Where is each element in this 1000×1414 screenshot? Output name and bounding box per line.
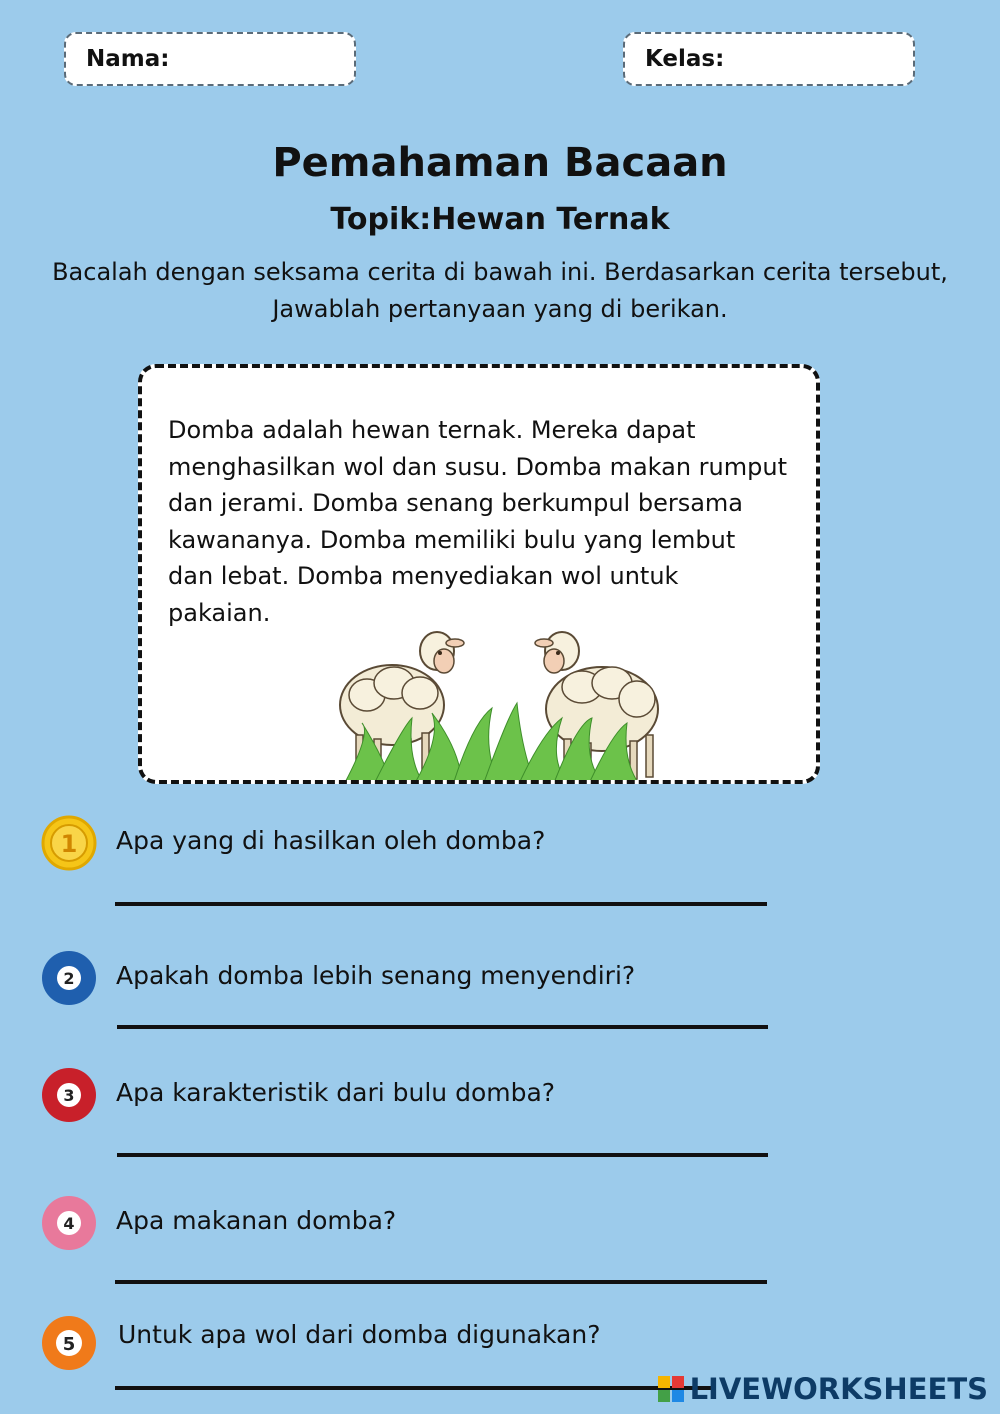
question-3-text: Apa karakteristik dari bulu domba? [116,1078,556,1107]
answer-line-3[interactable] [117,1153,768,1157]
name-label: Nama: [86,46,170,72]
topic-subtitle: Topik:Hewan Ternak [330,202,670,237]
liveworksheets-logo [658,1372,988,1406]
answer-line-1[interactable] [115,902,767,906]
answer-line-4[interactable] [115,1280,767,1284]
story-box [138,364,820,784]
question-4-text: Apa makanan domba? [116,1206,397,1235]
svg-text:5: 5 [62,1334,76,1355]
number-1-badge-icon [40,814,98,872]
question-1-text: Apa yang di hasilkan oleh domba? [116,826,546,855]
liveworksheets-mark-icon [658,1376,684,1402]
class-field[interactable] [623,32,915,86]
svg-text:1: 1 [60,830,78,858]
svg-text:3: 3 [63,1086,75,1105]
svg-text:2: 2 [63,969,75,988]
page-title: Pemahaman Bacaan [272,140,728,186]
question-1 [40,814,780,884]
story-text: Domba adalah hewan ternak. Mereka dapat menghasilkan wol dan susu. Domba makan rumput dan jerami. Domba senang berkumpul bersama kawananya. Domba memiliki bulu yang lembut dan lebat. Domba menyediakan wol untuk pakaian. [168,416,787,627]
svg-text:4: 4 [63,1214,75,1233]
liveworksheets-text: LIVEWORKSHEETS [689,1372,988,1406]
class-label: Kelas: [645,46,725,72]
question-2 [40,949,780,1019]
question-3 [40,1066,780,1136]
number-2-badge-icon [40,949,98,1007]
question-2-text: Apakah domba lebih senang menyendiri? [116,961,636,990]
two-sheep-grazing-icon [332,623,682,784]
number-3-badge-icon [40,1066,98,1124]
question-5-text: Untuk apa wol dari domba digunakan? [118,1320,601,1349]
instructions-text: Bacalah dengan seksama cerita di bawah ini. Berdasarkan cerita tersebut, Jawablah pertanyaan yang di berikan. [52,258,948,323]
name-field[interactable] [64,32,356,86]
number-5-badge-icon [40,1314,98,1372]
answer-line-2[interactable] [117,1025,768,1029]
question-4 [40,1194,780,1264]
number-4-badge-icon [40,1194,98,1252]
answer-line-5[interactable] [115,1386,715,1390]
